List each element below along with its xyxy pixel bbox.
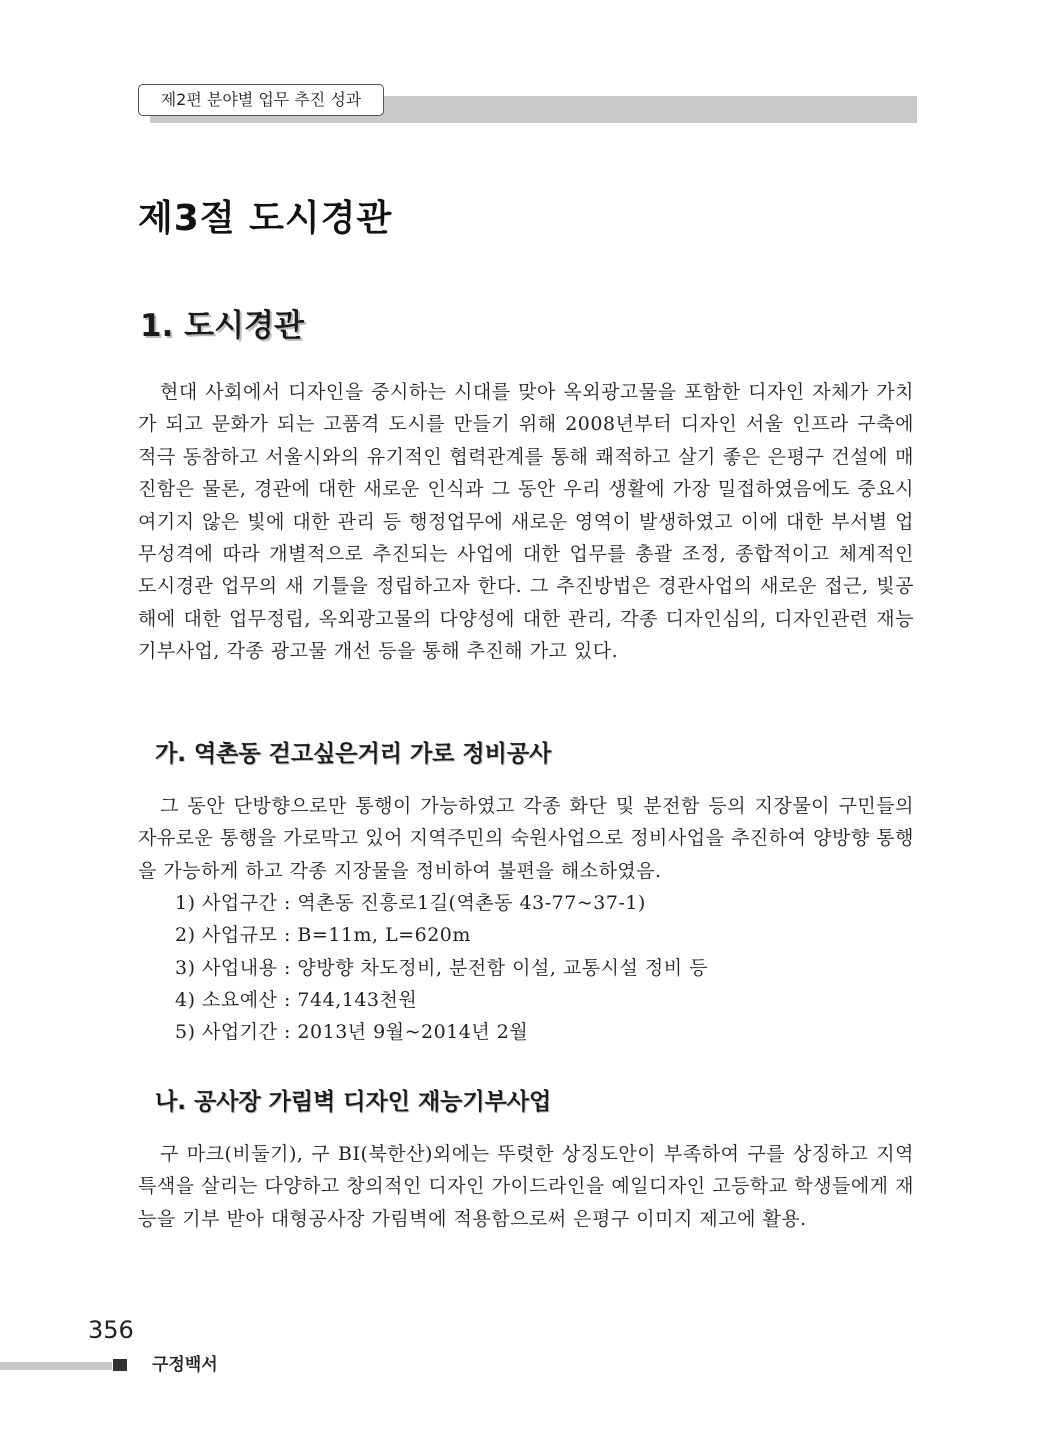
chapter-title: 제3절 도시경관: [138, 198, 393, 239]
subsection-b-title: 나. 공사장 가림벽 디자인 재능기부사업: [155, 1089, 552, 1115]
part-header-label: 제2편 분야별 업무 추진 성과: [138, 84, 384, 116]
project-details-list: [175, 887, 708, 1048]
section-intro-paragraph: 현대 사회에서 디자인을 중시하는 시대를 맞아 옥외광고물을 포함한 디자인 자체가 가치가 되고 문화가 되는 고품격 도시를 만들기 위해 2008년부터 디자인 서울 인프라 구축에 적극 동참하고 서울시와의 유기적인 협력관계를 통해 쾌적하고 살기 좋은 은평구 건설에 매진함은 물론, 경관에 대한 새로운 인식과 그 동안 우리 생활에 가장 밀접하였음에도 중요시 여기지 않은 빛에 대한 관리 등 행정업무에 새로운 영역이 발생하였고 이에 대한 부서별 업무성격에 따라 개별적으로 추진되는 사업에 대한 업무를 총괄 조정, 종합적이고 체계적인 도시경관 업무의 새 기틀을 정립하고자 한다. 그 추진방법은 경관사업의 새로운 접근, 빛공해에 대한 업무정립, 옥외광고물의 다양성에 대한 관리, 각종 디자인심의, 디자인관련 재능기부사업, 각종 광고물 개선 등을 통해 추진해 가고 있다.: [138, 381, 914, 663]
subsection-b-paragraph: 구 마크(비둘기), 구 BI(북한산)외에는 뚜렷한 상징도안이 부족하여 구를 상징하고 지역 특색을 살리는 다양하고 창의적인 디자인 가이드라인을 예일디자인 고등학교 학생들에게 재능을 기부 받아 대형공사장 가림벽에 적용함으로써 은평구 이미지 제고에 활용.: [138, 1143, 914, 1230]
list-item: 5) 사업기간 : 2013년 9월~2014년 2월: [175, 1021, 529, 1044]
footer-rule-bar: [0, 1362, 112, 1370]
footer-marker: [113, 1359, 127, 1371]
section-title: 1. 도시경관: [140, 308, 304, 344]
list-item: 1) 사업구간 : 역촌동 진흥로1길(역촌동 43-77~37-1): [175, 892, 646, 914]
page-number: 356: [88, 1316, 134, 1344]
subsection-a-title: 가. 역촌동 걷고싶은거리 가로 정비공사: [155, 741, 552, 767]
subsection-a-paragraph: 그 동안 단방향으로만 통행이 가능하였고 각종 화단 및 분전함 등의 지장물이 구민들의 자유로운 통행을 가로막고 있어 지역주민의 숙원사업으로 정비사업을 추진하여 양방향 통행을 가능하게 하고 각종 지장물을 정비하여 불편을 해소하였음.: [138, 795, 914, 882]
publication-title: 구정백서: [152, 1355, 218, 1375]
list-item: 4) 소요예산 : 744,143천원: [175, 988, 418, 1011]
list-item: 3) 사업내용 : 양방향 차도정비, 분전함 이설, 교통시설 정비 등: [175, 956, 708, 979]
list-item: 2) 사업규모 : B=11m, L=620m: [175, 924, 471, 947]
